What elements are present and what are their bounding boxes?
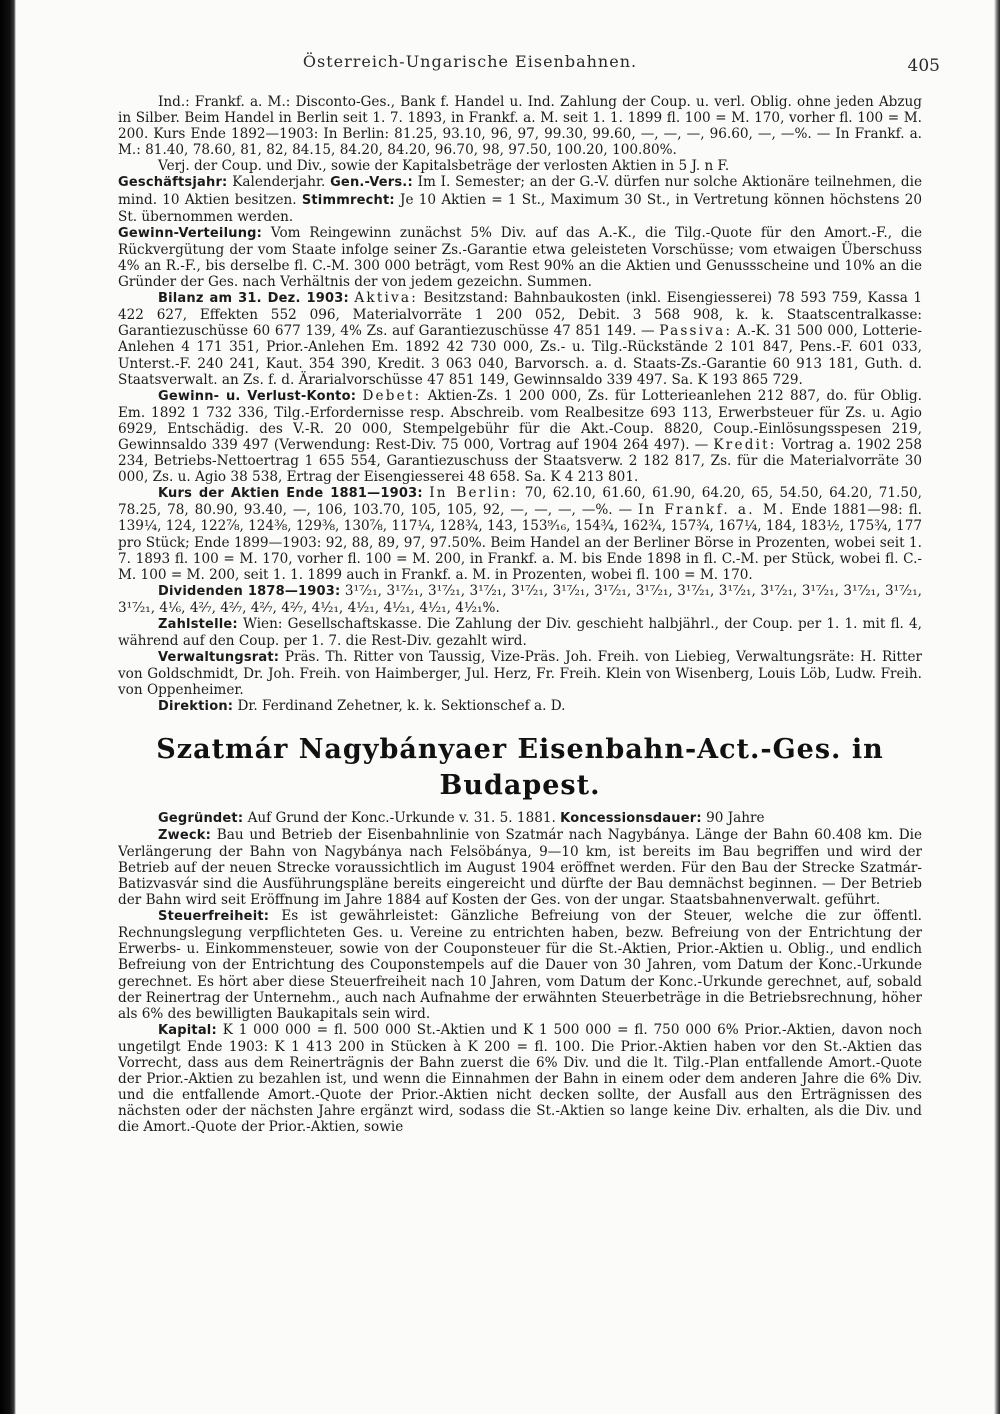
stimmrecht-label: Stimmrecht: [301,192,395,208]
page-content [118,94,922,1394]
guv-kredit-text: Vortrag a. 1902 258 234, Betriebs-Nettoertrag 1 655 554, Garantiezuschuss der Staatsverw. 2 182 817, Zs. für die Materialvorräte 30 000, Zs. u. Agio 38 538, Ertrag der Eisengiesserei 48 658. Sa. K 4 213 801. [118,436,922,486]
gv-text: Im I. Semester; an der G.-V. dürfen nur solche Aktionäre teilnehmen, die mind. 10 Aktien besitzen. [118,174,922,208]
kapital-paragraph [118,1022,922,1136]
zahlstelle-label: Zahlstelle: [158,617,238,632]
running-title: Österreich-Ungarische Eisenbahnen. [302,52,638,71]
bilanz-aktiva-word: Aktiva: [354,290,419,307]
geschaeftsjahr-label: Geschäftsjahr: [118,175,228,191]
guv-kredit-word: Kredit: [713,436,777,453]
zahlstelle-text: Wien: Gesellschaftskasse. Die Zahlung der Div. geschieht halbjährl., der Coup. per 1. 1. mit fl. 4, während auf den Coup. per 1. 7. die Rest-Div. gezahlt wird. [118,616,922,650]
page-header [120,52,940,80]
guv-debet-text: Aktien-Zs. 1 200 000, Zs. für Lotterieanlehen 212 887, do. für Oblig. Em. 1892 1 732 336, Tilg.-Erfordernisse resp. Abschreib. vom Realbesitze 693 113, Erwerbsteuer für Zs. u. Agio 6929, Entschädig. des V.-R. 20 000, Stempelgebühr für die Akt.-Coup. 8820, Coup.-Einlösungsspesen 219, Gewinnsaldo 339 497 (Verwendung: Rest-Div. 75 000, Vortrag auf 1904 264 497). — [118,387,922,453]
guv-paragraph [118,388,922,486]
kurs-paragraph [118,485,922,583]
steuerfreiheit-text: Es ist gewährleistet: Gänzliche Befreiung von der Steuer, welche die zur öffentl. Rechnungslegung verpflichteten Ges. u. Vereine zu entrichten haben, bezw. Befreiung von der Entrichtung der Erwerbs- u. Einkommensteuer, sowie von der Couponsteuer für die St.-Aktien, Prior.-Aktien u. Oblig., und endlich Befreiung von der Entrichtung des Couponstempels auf die Dauer von 30 Jahren, vom Datum der Konc.-Urkunde gerechnet. Es hört aber diese Steuerfreiheit nach 10 Jahren, vom Datum der Konc.-Urkunde gerechnet, auf, sobald der Reinertrag der Unternehm., auch nach Aufnahme der erwähnten Steuerbeträge in die Betriebsrechnung, höher als 6% des bewilligten Baukapitals sein wird. [118,908,922,1022]
kurs-frankf-word: In Frankf. a. M. [637,502,786,519]
bilanz-passiva-text: A.-K. 31 500 000, Lotterie-Anlehen 4 171 351, Prior.-Anlehen Em. 1892 42 730 000, Zs.- u. Tilg.-Rückstände 2 101 847, Pens.-F. 601 033, Unterst.-F. 240 241, Kaut. 354 390, Kredit. 3 063 040, Barvorsch. a. d. Staats-Zs.-Garantie 60 913 181, Guth. d. Staatsverwalt. an Zs. f. d. Ärarialvorschüsse 47 851 149, Gewinnsaldo 339 497. Sa. K 193 865 729. [118,323,922,388]
bilanz-paragraph [118,290,922,388]
steuerfreiheit-label: Steuerfreiheit: [158,909,270,925]
kurs-frankf-text: Ende 1881—98: fl. 139¼, 124, 122⅞, 124⅜, 129⅜, 130⅞, 117¼, 128¾, 143, 153⁹⁄₁₆, 154¾, 162¾, 157¾, 167¼, 184, 183½, 175¾, 177 pro Stück; Ende 1899—1903: 92, 88, 89, 97, 97.50%. Beim Handel an der Berliner Börse in Prozenten, wobei seit 1. 7. 1893 fl. 100 = M. 170, vorher fl. 100 = M. 200, in Frankf. a. M. bis Ende 1898 in fl. C.-M. per Stück, wobei fl. C.-M. 100 = M. 200, seit 1. 1. 1899 auch in Frankf. a. M. in Prozenten, wobei fl. 100 = M. 170. [118,502,922,583]
scan-edge-right [994,0,1000,1414]
bilanz-label: Bilanz am 31. Dez. 1903: [158,291,349,307]
intro-paragraph: Ind.: Frankf. a. M.: Disconto-Ges., Bank f. Handel u. Ind. Zahlung der Coup. u. verl. Oblig. ohne jeden Abzug in Silber. Beim Handel in Berlin seit 1. 7. 1893, in Frankf. a. M. seit 1. 1. 1899 fl. 100 = M. 170, vorher fl. 100 = M. 200. Kurs Ende 1892—1903: In Berlin: 81.25, 93.10, 96, 97, 99.30, 99.60, —, —, —, 96.60, —, —%. — In Frankf. a. M.: 81.40, 78.60, 81, 82, 84.15, 84.20, 84.20, 96.70, 98, 97.50, 100.20, 100.80%. [118,94,922,159]
company-title: Szatmár Nagybányaer Eisenbahn-Act.-Ges. in Budapest. [156,733,884,801]
kurs-label: Kurs der Aktien Ende 1881—1903: [158,486,423,502]
gv-label: Gen.-Vers.: [330,175,413,191]
geschaeftsjahr-paragraph [118,174,922,224]
kurs-berlin-text: 70, 62.10, 61.60, 61.90, 64.20, 65, 54.50, 64.20, 71.50, 78.25, 78, 80.90, 93.40, —, 106, 103.70, 105, 105, 92, —, —, —, —%. — [118,485,922,519]
konzession-text: 90 Jahre [706,809,765,826]
dividenden-paragraph [118,583,922,616]
page-number: 405 [907,56,940,76]
verjaehrung-paragraph: Verj. der Coup. und Div., sowie der Kapitalsbeträge der verlosten Aktien in 5 J. n F. [158,158,730,175]
zahlstelle-paragraph [118,616,922,649]
guv-label: Gewinn- u. Verlust-Konto: [158,388,357,404]
guv-debet-word: Debet: [362,387,422,404]
gegruendet-text: Auf Grund der Konc.-Urkunde v. 31. 5. 1881. [247,809,556,826]
verwaltungsrat-paragraph [118,649,922,698]
gewinn-verteilung-text: Vom Reingewinn zunächst 5% Div. auf das A.-K., die Tilg.-Quote für den Amort.-F., die Rückvergütung der vom Staate infolge seiner Zs.-Garantie etwa geleisteten Vorschüsse; vom etwaigen Überschuss 4% an R.-F., bis derselbe fl. C.-M. 300 000 beträgt, vom Rest 90% an die Aktien und Genussscheine und 10% an die Gründer der Ges. nach Verhältnis der von jedem gezeichn. Summen. [118,224,922,291]
kurs-berlin-word: In Berlin: [429,485,519,502]
konzession-label: Koncessionsdauer: [560,810,702,826]
dividenden-text: 3¹⁷⁄₂₁, 3¹⁷⁄₂₁, 3¹⁷⁄₂₁, 3¹⁷⁄₂₁, 3¹⁷⁄₂₁, 3¹⁷⁄₂₁, 3¹⁷⁄₂₁, 3¹⁷⁄₂₁, 3¹⁷⁄₂₁, 3¹⁷⁄₂₁, 3¹⁷⁄₂₁, 3¹⁷⁄₂₁, 3¹⁷⁄₂₁, 3¹⁷⁄₂₁, 3¹⁷⁄₂₁, 4¹⁄₆, 4²⁄₇, 4²⁄₇, 4²⁄₇, 4²⁄₇, 4¹⁄₂₁, 4¹⁄₂₁, 4¹⁄₂₁, 4¹⁄₂₁, 4¹⁄₂₁%. [118,582,922,616]
direktion-text: Dr. Ferdinand Zehetner, k. k. Sektionschef a. D. [237,698,566,715]
scan-edge-left [0,0,16,1414]
dividenden-label: Dividenden 1878—1903: [158,583,341,599]
direktion-label: Direktion: [158,699,234,715]
geschaeftsjahr-text: Kalenderjahr. [232,174,326,191]
gegruendet-label: Gegründet: [158,810,244,826]
zweck-label: Zweck: [158,827,212,843]
gegruendet-paragraph [118,810,922,827]
bilanz-passiva-word: Passiva: [659,323,733,340]
kapital-label: Kapital: [158,1022,217,1038]
direktion-paragraph [118,698,922,715]
gewinn-verteilung-paragraph [118,225,922,290]
verwaltungsrat-text: Präs. Th. Ritter von Taussig, Vize-Präs. Joh. Freih. von Liebieg, Verwaltungsräte: H. Ritter von Goldschmidt, Dr. Joh. Freih. von Haimberger, Jul. Herz, Fr. Freih. Klein von Wisenberg, Louis Löb, Ludw. Freih. von Oppenheimer. [118,649,922,699]
zweck-paragraph [118,827,922,908]
kapital-text: K 1 000 000 = fl. 500 000 St.-Aktien und K 1 500 000 = fl. 750 000 6% Prior.-Aktien, davon noch ungetilgt Ende 1903: K 1 413 200 in Stücken à K 200 = fl. 100. Die Prior.-Aktien haben vor den St.-Aktien das Vorrecht, dass aus dem Reinerträgnis der Bahn zuerst die 6% Div. und die lt. Tilg.-Plan entfallende Amort.-Quote der Prior.-Aktien zu bezahlen ist, und wenn die Einnahmen der Bahn in einem oder dem anderen Jahre die 6% Div. und die entfallende Amort.-Quote der Prior.-Aktien nicht decken sollte, der Ausfall aus den Erträgnissen des nächsten oder der nächsten Jahre ergänzt wird, sodass die St.-Aktien so lange keine Div. erhalten, als die Div. und die Amort.-Quote der Prior.-Aktien, sowie [118,1021,922,1136]
bilanz-aktiva-text: Besitzstand: Bahnbaukosten (inkl. Eisengiesserei) 78 593 759, Kassa 1 422 627, Effekten 552 096, Materialvorräte 1 200 052, Debit. 3 568 908, k. k. Staatscentralkasse: Garantiezuschüsse 60 677 139, 4% Zs. auf Garantiezuschüsse 47 851 149. — [118,290,922,340]
steuerfreiheit-paragraph [118,908,922,1022]
stimmrecht-text: Je 10 Aktien = 1 St., Maximum 30 St., in Vertretung können höchstens 20 St. übernommen werden. [118,191,922,225]
zweck-text: Bau und Betrieb der Eisenbahnlinie von Szatmár nach Nagybánya. Länge der Bahn 60.408 km. Die Verlängerung der Bahn von Nagybánya nach Felsöbánya, 9—10 km, ist bereits im Bau begriffen und wird der Betrieb auf der neuen Strecke voraussichtlich im August 1904 eröffnet werden. Für den Bau der Strecke Szatmár-Batizvasvár sind die Ausführungspläne bereits eingereicht und dürfte der Bau demnächst beginnen. — Der Betrieb der Bahn wird seit Eröffnung im Jahre 1884 auf Kosten der Ges. von der ungar. Staatsbahnenverwalt. geführt. [118,826,922,909]
verwaltungsrat-label: Verwaltungsrat: [158,650,280,666]
gewinn-verteilung-label: Gewinn-Verteilung: [118,225,263,241]
